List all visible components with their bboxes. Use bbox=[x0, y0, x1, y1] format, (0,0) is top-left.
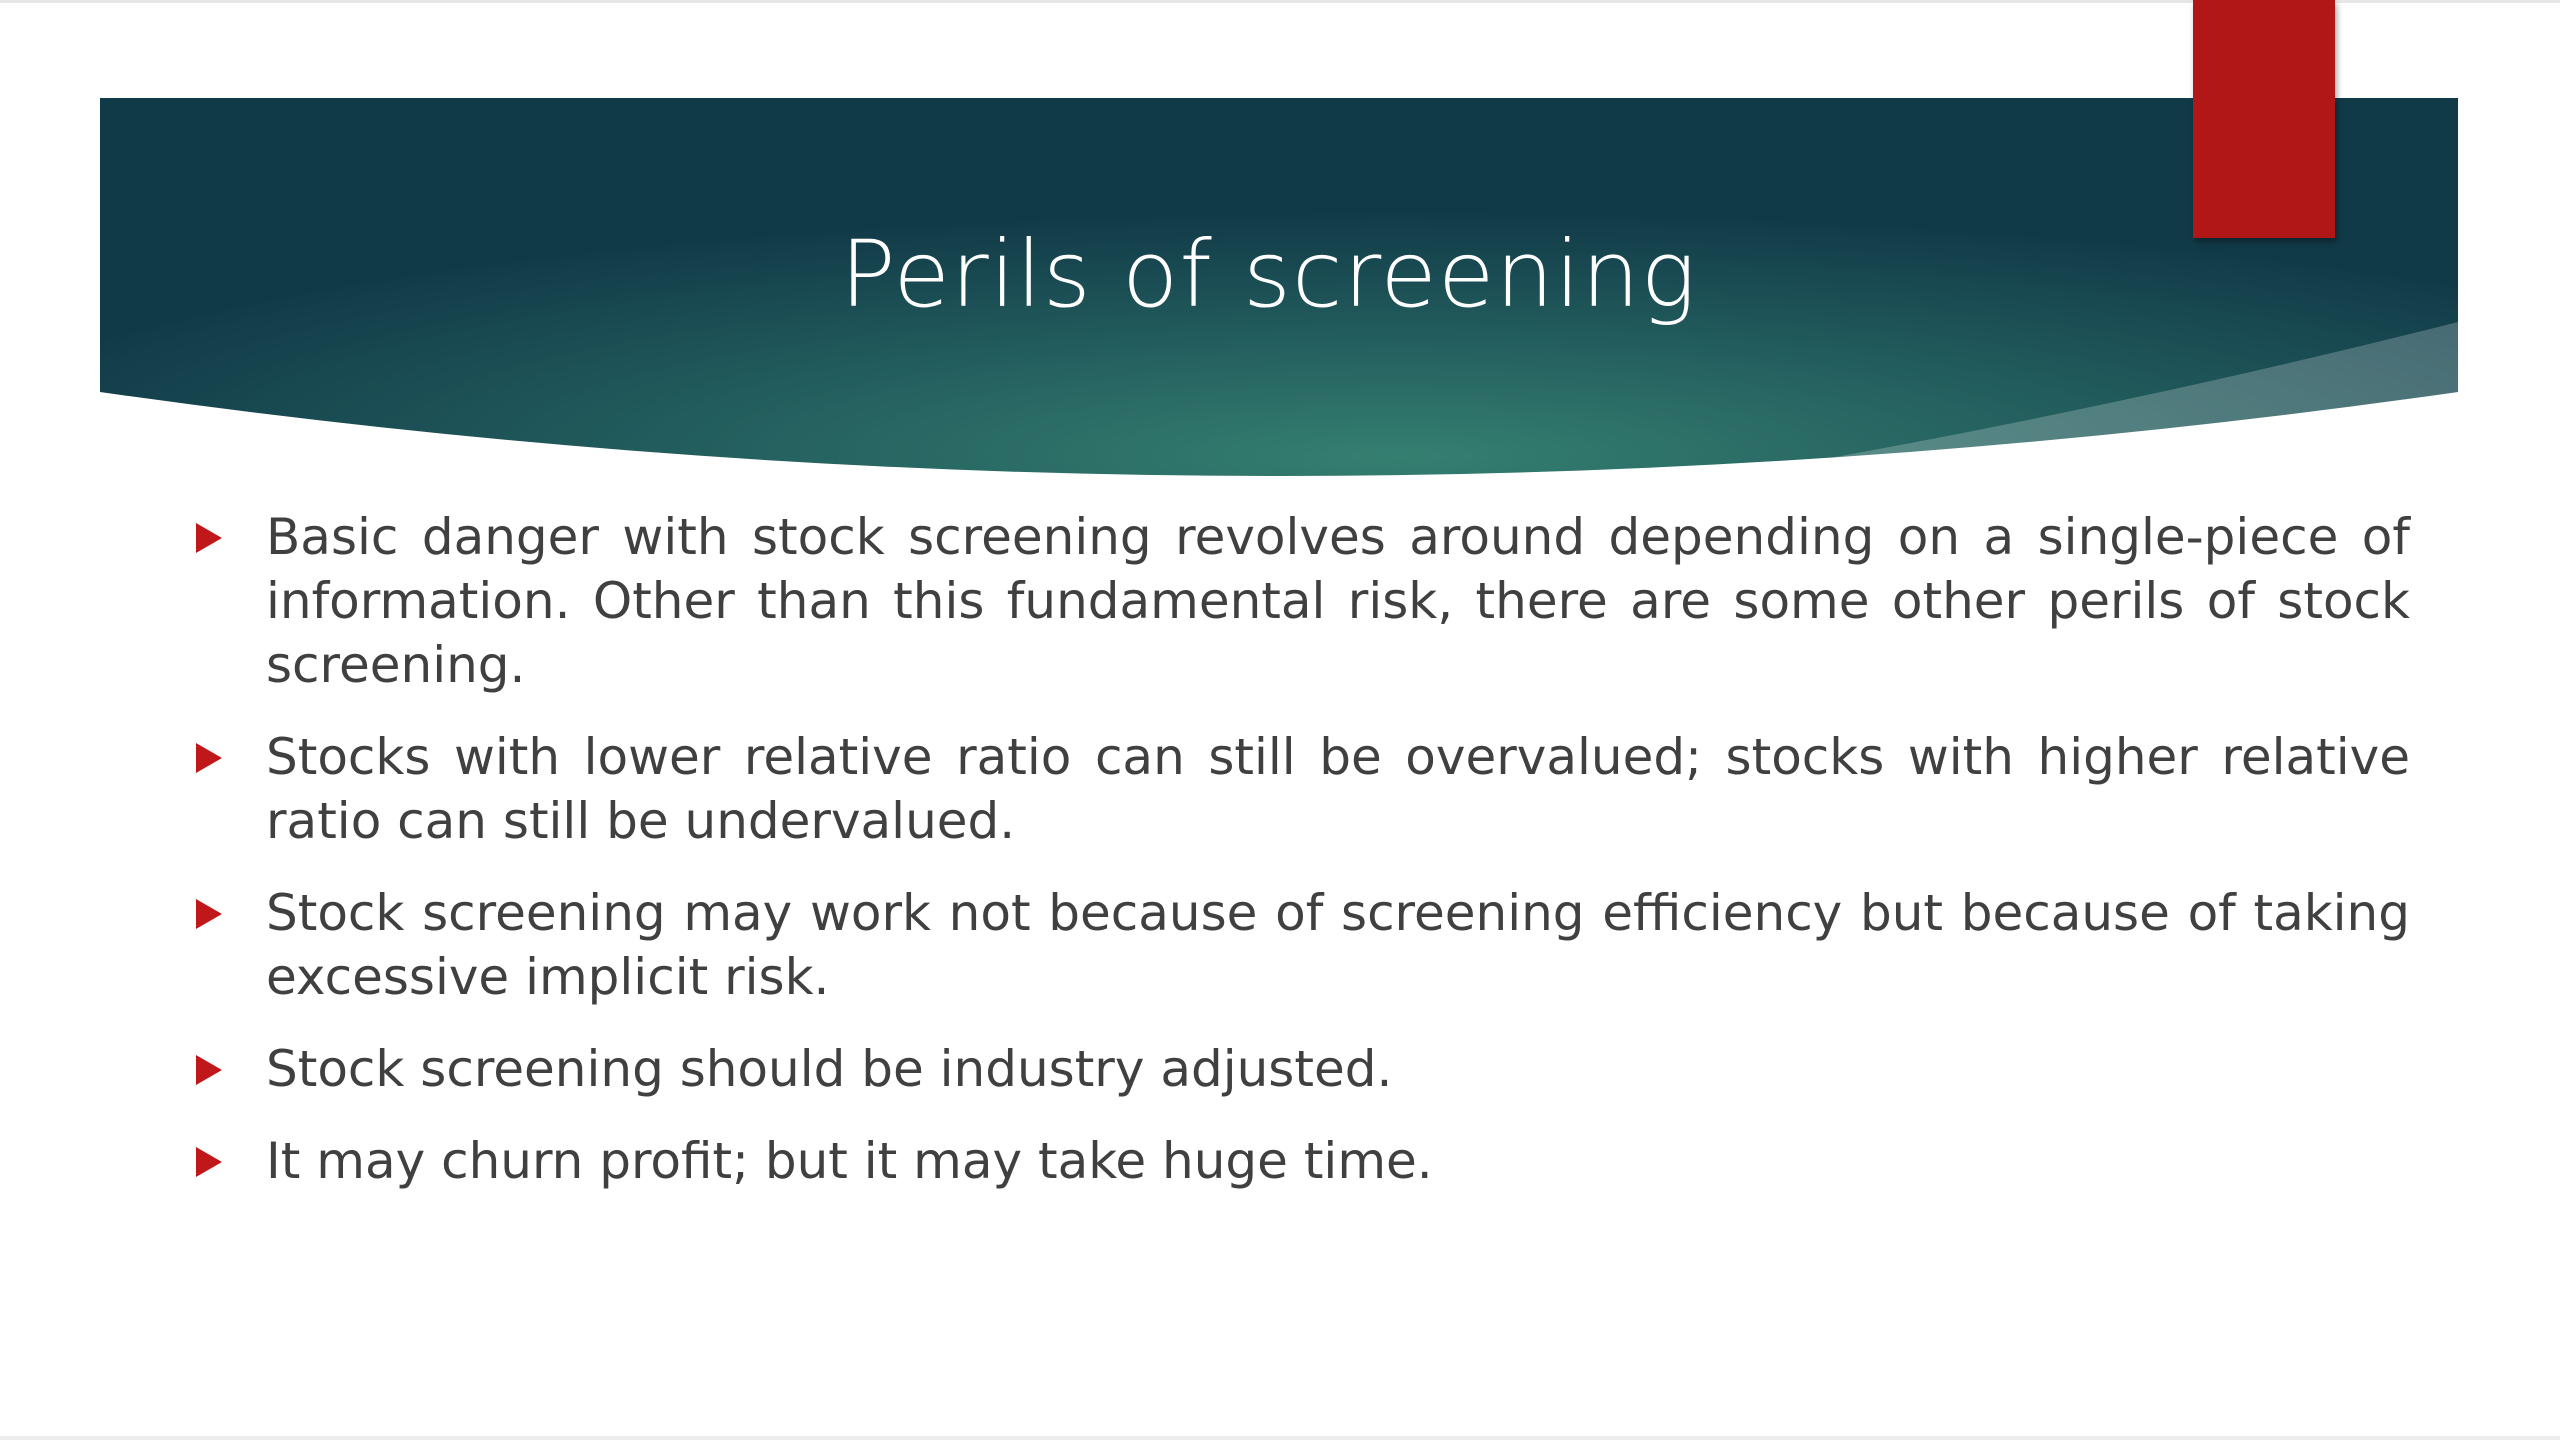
slide-title: Perils of screening bbox=[840, 221, 1697, 328]
bullet-list bbox=[190, 505, 2410, 1221]
bullet-text: It may churn profit; but it may take huge time. bbox=[266, 1132, 1433, 1190]
list-item bbox=[190, 1129, 2410, 1193]
triangle-bullet-icon bbox=[196, 743, 222, 773]
bullet-text: Stock screening should be industry adjusted. bbox=[266, 1040, 1393, 1098]
list-item bbox=[190, 881, 2410, 1009]
list-item bbox=[190, 505, 2410, 697]
triangle-bullet-icon bbox=[196, 1147, 222, 1177]
bullet-text: Stocks with lower relative ratio can still be overvalued; stocks with higher relative ratio can still be undervalued. bbox=[266, 728, 2410, 850]
triangle-bullet-icon bbox=[196, 899, 222, 929]
bullet-text: Basic danger with stock screening revolves around depending on a single-piece of information. Other than this fundamental risk, there are some other perils of stock screening. bbox=[266, 508, 2410, 694]
list-item bbox=[190, 1037, 2410, 1101]
bullet-text: Stock screening may work not because of screening efficiency but because of taking excessive implicit risk. bbox=[266, 884, 2410, 1006]
list-item bbox=[190, 725, 2410, 853]
triangle-bullet-icon bbox=[196, 523, 222, 553]
triangle-bullet-icon bbox=[196, 1055, 222, 1085]
bottom-divider bbox=[0, 1436, 2560, 1440]
accent-tab bbox=[2193, 0, 2335, 238]
